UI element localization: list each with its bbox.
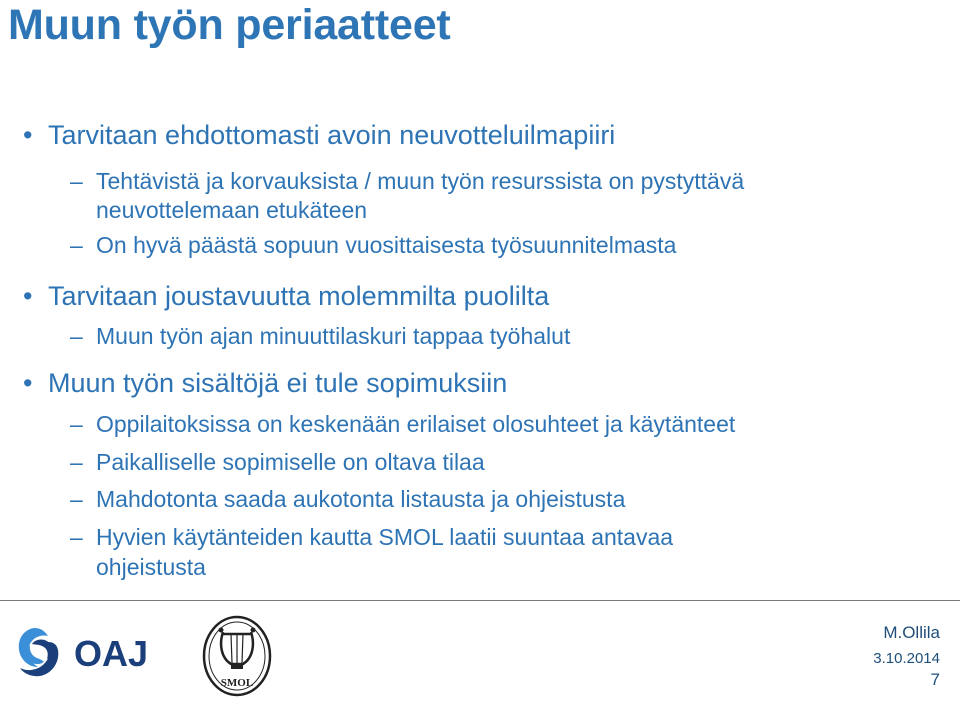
bullet-text: Muun työn sisältöjä ei tule sopimuksiin (48, 368, 508, 398)
dash-marker: – (70, 449, 83, 475)
sub-bullet-text: Mahdotonta saada aukotonta listausta ja ohjeistusta (96, 486, 626, 512)
footer-author: M.Ollila (883, 623, 940, 642)
sub-bullet-text: Tehtävistä ja korvauksista / muun työn resurssista on pystyttävä (96, 168, 745, 194)
dash-marker: – (70, 486, 83, 512)
slide-title: Muun työn periaatteet (8, 1, 451, 49)
oaj-swirl-icon (19, 628, 59, 676)
sub-bullet-text: Paikalliselle sopimiselle on oltava tilaa (96, 449, 485, 475)
dash-marker: – (70, 168, 83, 194)
oaj-logo (14, 622, 184, 684)
dash-marker: – (70, 524, 83, 550)
sub-bullet-text: ohjeistusta (96, 554, 206, 580)
page-number: 7 (930, 670, 940, 689)
bullet-marker: • (23, 368, 33, 398)
dash-marker: – (70, 232, 83, 258)
sub-bullet-text: Oppilaitoksissa on keskenään erilaiset olosuhteet ja käytänteet (96, 411, 736, 437)
sub-bullet-text: Muun työn ajan minuuttilaskuri tappaa työhalut (96, 323, 571, 349)
sub-bullet-text: On hyvä päästä sopuun vuosittaisesta työsuunnitelmasta (96, 232, 677, 258)
dash-marker: – (70, 411, 83, 437)
oaj-logo-text: OAJ (74, 633, 149, 674)
bullet-marker: • (23, 120, 33, 150)
smol-logo-text: SMOL (220, 677, 254, 689)
footer-date: 3.10.2014 (873, 650, 940, 667)
sub-bullet-text: neuvottelemaan etukäteen (96, 197, 368, 223)
dash-marker: – (70, 323, 83, 349)
smol-seal-logo (201, 614, 273, 698)
bullet-text: Tarvitaan joustavuutta molemmilta puolilta (48, 281, 550, 311)
footer-divider (0, 600, 960, 601)
bullet-text: Tarvitaan ehdottomasti avoin neuvotteluilmapiiri (48, 120, 616, 150)
sub-bullet-text: Hyvien käytänteiden kautta SMOL laatii suuntaa antavaa (96, 524, 674, 550)
bullet-marker: • (23, 281, 33, 311)
